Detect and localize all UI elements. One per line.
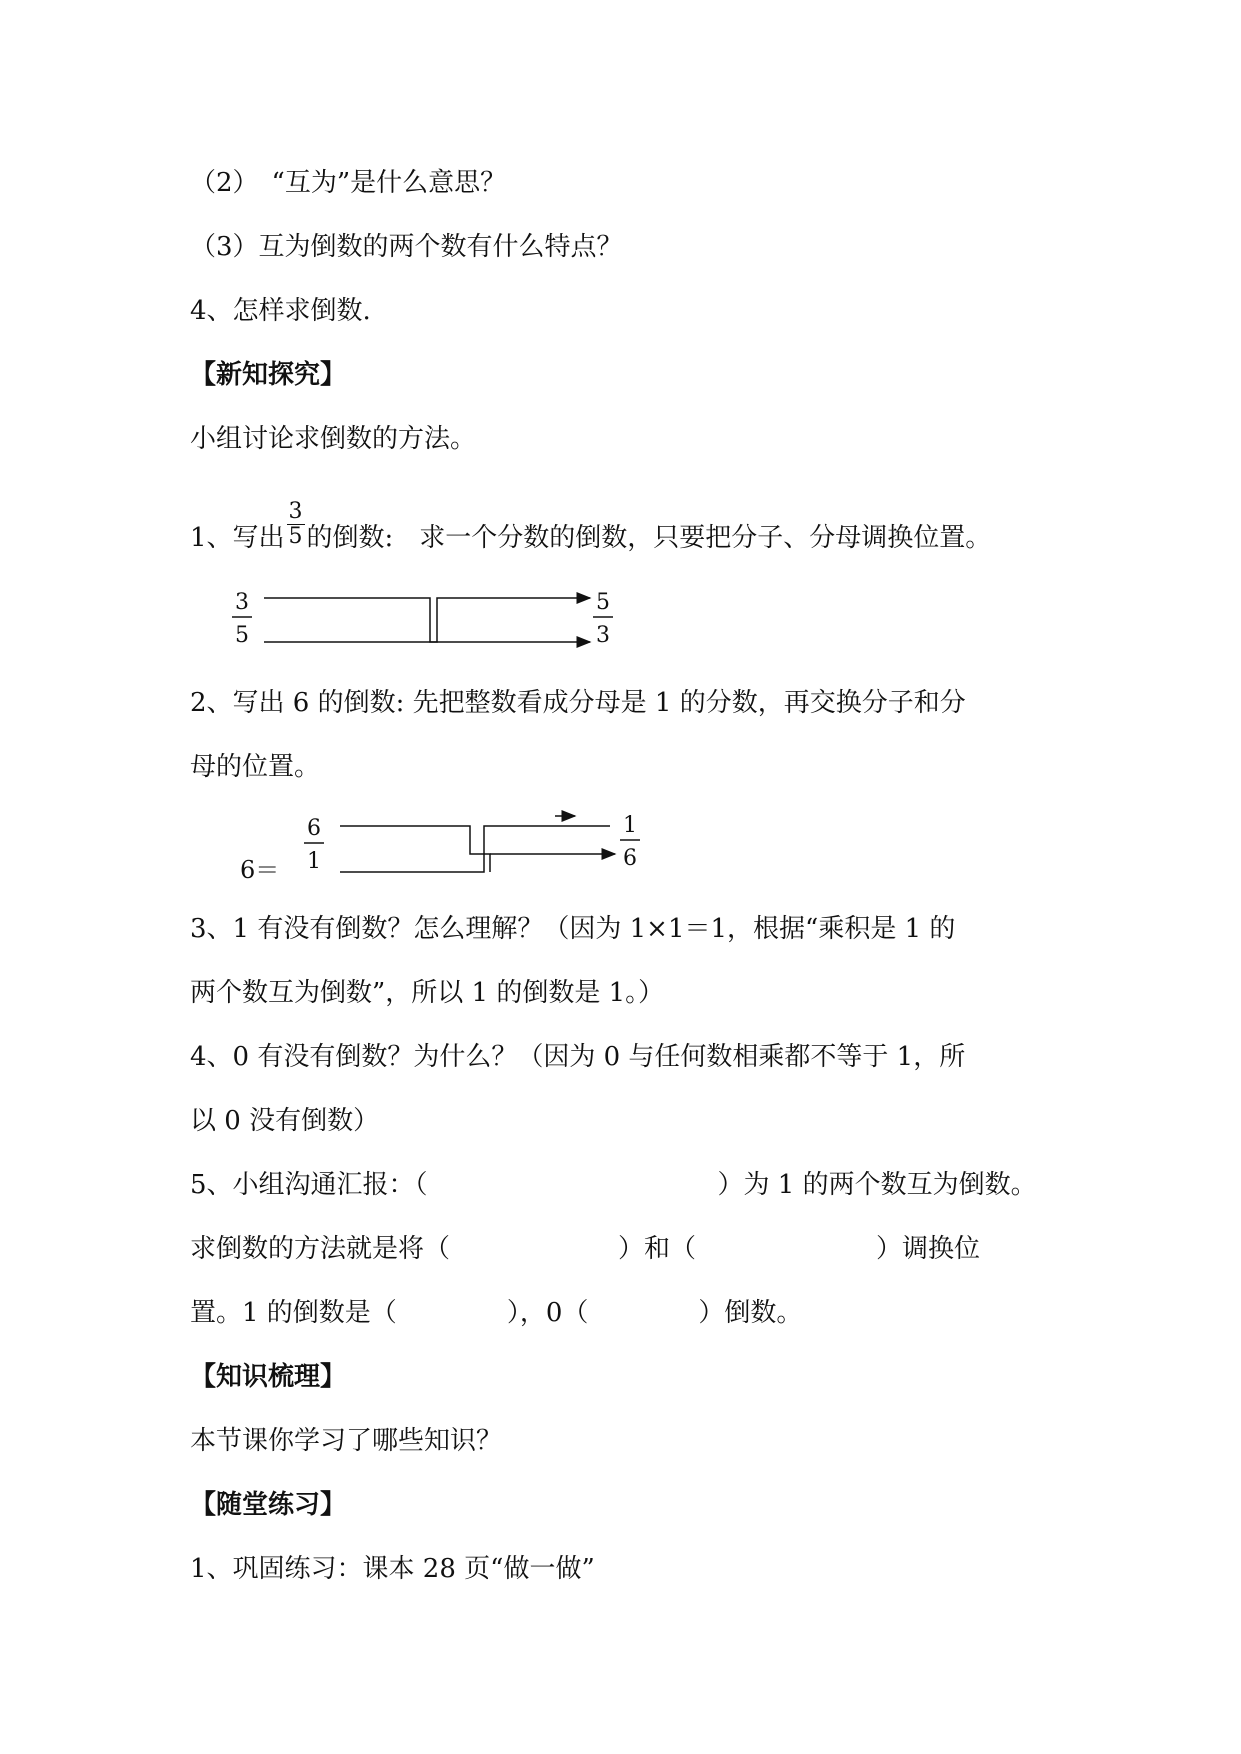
- step-5-text-g: ），0（: [506, 1298, 589, 1328]
- right-denominator: 3: [596, 623, 610, 648]
- step-3-line-2: 两个数互为倒数”，所以 1 的倒数是 1。）: [190, 978, 665, 1008]
- step-5-text-h: ）倒数。: [698, 1298, 803, 1328]
- step-1-suffix: 的倒数: 求一个分数的倒数，只要把分子、分母调换位置。: [306, 523, 992, 553]
- summary-question: 本节课你学习了哪些知识？: [190, 1426, 503, 1456]
- practice-item-1: 1、巩固练习：课本 28 页“做一做”: [190, 1554, 595, 1584]
- step-5-line-3: [190, 1295, 802, 1331]
- right-denominator: 6: [623, 846, 637, 871]
- section-heading-new-knowledge: 【新知探究】: [190, 360, 347, 390]
- step-5-line-1: [190, 1167, 1037, 1203]
- question-2: （2） “互为”是什么意思？: [190, 168, 507, 198]
- fraction-denominator: 5: [288, 523, 303, 549]
- step-5-text-e: ）调换位: [876, 1234, 981, 1264]
- swap-diagram-1: [230, 580, 610, 660]
- step-5-text-c: 求倒数的方法就是将（: [190, 1234, 451, 1264]
- right-numerator: 1: [623, 813, 637, 838]
- question-3: （3）互为倒数的两个数有什么特点？: [190, 232, 623, 262]
- step-4-line-2: 以 0 没有倒数）: [190, 1106, 380, 1136]
- step-4-line-1: 4、0 有没有倒数？为什么？（因为 0 与任何数相乘都不等于 1，所: [190, 1042, 966, 1072]
- intro-text: 小组讨论求倒数的方法。: [190, 424, 477, 454]
- step-1-prefix: 1、写出: [190, 523, 285, 553]
- right-numerator: 5: [596, 590, 610, 615]
- step-5-text-b: ）为 1 的两个数互为倒数。: [717, 1170, 1037, 1200]
- fraction-numerator: 3: [288, 498, 303, 524]
- whole-number-equals: 6＝: [240, 856, 280, 884]
- numerator-path: [340, 826, 490, 872]
- fraction: [287, 500, 305, 549]
- left-denominator: 1: [307, 849, 321, 874]
- left-denominator: 5: [235, 623, 249, 648]
- step-5-line-2: [190, 1231, 980, 1267]
- swap-diagram-2: [240, 810, 640, 890]
- top-path: [340, 826, 610, 872]
- step-2-line-2: 母的位置。: [190, 752, 321, 782]
- step-5-text-d: ）和（: [618, 1234, 697, 1264]
- section-heading-practice: 【随堂练习】: [190, 1490, 347, 1520]
- numerator-path: [264, 598, 440, 642]
- left-numerator: 3: [235, 590, 249, 615]
- left-numerator: 6: [307, 816, 321, 841]
- step-5-text-a: 5、小组沟通汇报：（: [190, 1170, 428, 1200]
- step-3-line-1: 3、1 有没有倒数？怎么理解？（因为 1×1＝1，根据“乘积是 1 的: [190, 914, 956, 944]
- step-1: [190, 498, 992, 556]
- step-5-text-f: 置。1 的倒数是（: [190, 1298, 397, 1328]
- item-4: 4、怎样求倒数.: [190, 296, 371, 326]
- arrow-top: [264, 598, 590, 642]
- section-heading-summary: 【知识梳理】: [190, 1362, 347, 1392]
- step-2-line-1: 2、写出 6 的倒数: 先把整数看成分母是 1 的分数，再交换分子和分: [190, 688, 966, 718]
